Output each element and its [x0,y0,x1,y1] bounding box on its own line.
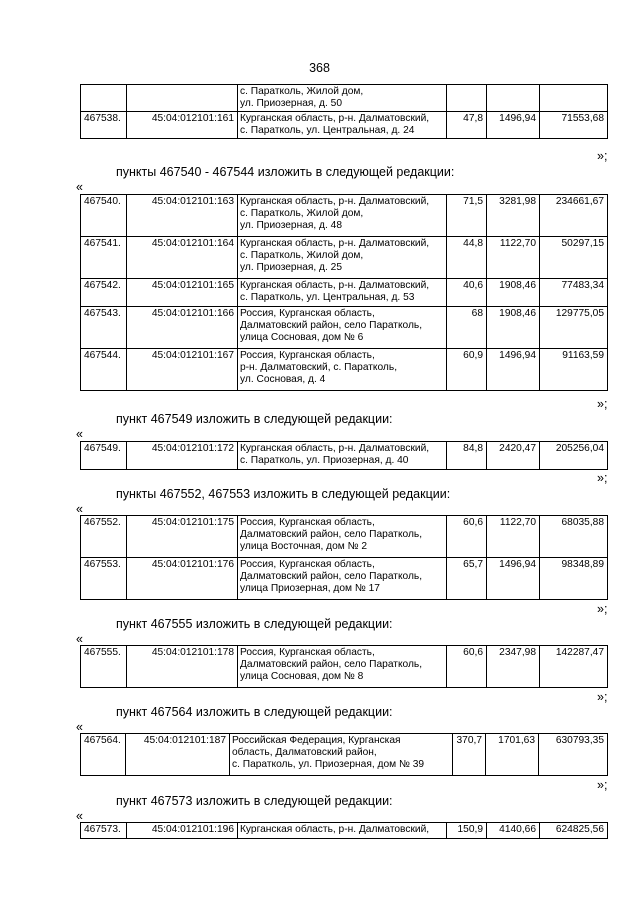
cell-value: 71553,68 [540,112,608,139]
cell-num: 467538. [81,112,127,139]
open-quote-5: « [76,720,83,734]
address-line: с. Паратколь, Жилой дом, [240,250,364,261]
address-line: область, Далматовский район, [232,747,377,758]
cell-price: 3281,98 [487,195,540,237]
table-row [81,237,608,279]
open-quote-4: « [76,632,83,646]
address-line: Россия, Курганская область, [240,647,375,658]
cell-price: 1908,46 [487,307,540,349]
cell-code: 45:04:012101:175 [127,516,238,558]
cell-area: 60,6 [447,646,487,688]
cell-area: 65,7 [447,558,487,600]
cell-addr [238,516,447,558]
cell-value [540,85,608,112]
cell-num: 467543. [81,307,127,349]
cell-value: 630793,35 [539,734,608,776]
cell-area: 60,6 [447,516,487,558]
cell-value: 91163,59 [540,349,608,391]
cell-area [447,85,487,112]
cell-code: 45:04:012101:167 [127,349,238,391]
cell-addr [238,349,447,391]
address-line: с. Паратколь, Жилой дом, [240,208,364,219]
table-row [81,516,608,558]
address-line: ул. Сосновая, д. 4 [240,374,326,385]
cell-num: 467541. [81,237,127,279]
close-quote-5: »; [597,690,608,704]
table-row [81,195,608,237]
address-line: Далматовский район, село Паратколь, [240,571,423,582]
cell-area: 370,7 [453,734,486,776]
cell-area: 60,9 [447,349,487,391]
cell-num: 467552. [81,516,127,558]
address-line: с. Паратколь, ул. Приозерная, д. 40 [240,455,409,466]
cell-code: 45:04:012101:196 [127,823,238,839]
cell-addr [238,237,447,279]
cell-value: 234661,67 [540,195,608,237]
address-line: Курганская область, р-н. Далматовский, [240,196,430,207]
cell-addr [238,279,447,307]
close-quote-4: »; [597,602,608,616]
address-line: Курганская область, р-н. Далматовский, [240,443,430,454]
cell-code: 45:04:012101:166 [127,307,238,349]
close-quote-2: »; [597,397,608,411]
address-line: Курганская область, р-н. Далматовский, [240,824,430,835]
cell-area: 150,9 [447,823,487,839]
cell-num: 467555. [81,646,127,688]
paragraph-2: пункт 467549 изложить в следующей редакции: [116,412,393,426]
address-line: Курганская область, р-н. Далматовский, [240,238,430,249]
cell-price: 1908,46 [487,279,540,307]
table-6 [80,822,608,839]
cell-code [127,85,238,112]
cell-num [81,85,127,112]
open-quote-6: « [76,809,83,823]
address-line: ул. Приозерная, д. 25 [240,262,342,273]
address-line: улица Приозерная, дом № 17 [240,583,380,594]
cell-value: 205256,04 [540,442,608,470]
table-row [81,85,608,112]
table-row [81,307,608,349]
address-line: с. Паратколь, ул. Центральная, д. 53 [240,292,415,303]
cell-value: 624825,56 [540,823,608,839]
cell-area: 71,5 [447,195,487,237]
cell-addr [238,558,447,600]
table-row [81,112,608,139]
cell-area: 44,8 [447,237,487,279]
cell-code: 45:04:012101:165 [127,279,238,307]
table-row [81,558,608,600]
cell-num: 467573. [81,823,127,839]
address-line: Россия, Курганская область, [240,517,375,528]
address-line: улица Восточная, дом № 2 [240,541,368,552]
cell-value: 142287,47 [540,646,608,688]
table-row [81,279,608,307]
cell-num: 467553. [81,558,127,600]
address-line: с. Паратколь, Жилой дом, [240,86,364,97]
table-3 [80,515,608,600]
cell-num: 467549. [81,442,127,470]
address-line: Россия, Курганская область, [240,350,375,361]
cell-code: 45:04:012101:164 [127,237,238,279]
table-5 [80,733,608,776]
address-line: Далматовский район, село Паратколь, [240,320,423,331]
address-line: Далматовский район, село Паратколь, [240,659,423,670]
address-line: ул. Приозерная, д. 48 [240,220,342,231]
table-row [81,734,608,776]
open-quote-1: « [76,180,83,194]
cell-num: 467540. [81,195,127,237]
cell-area: 47,8 [447,112,487,139]
address-line: Россия, Курганская область, [240,559,375,570]
cell-addr [238,823,447,839]
cell-code: 45:04:012101:187 [126,734,230,776]
address-line: с. Паратколь, ул. Центральная, д. 24 [240,125,415,136]
cell-price: 4140,66 [487,823,540,839]
close-quote-6: »; [597,778,608,792]
paragraph-5: пункт 467564 изложить в следующей редакции: [116,705,393,719]
cell-num: 467564. [81,734,126,776]
table-row [81,823,608,839]
table-row [81,442,608,470]
cell-num: 467544. [81,349,127,391]
cell-num: 467542. [81,279,127,307]
address-line: Далматовский район, село Паратколь, [240,529,423,540]
address-line: ул. Приозерная, д. 50 [240,98,342,109]
cell-price: 1122,70 [487,516,540,558]
cell-price: 1496,94 [487,349,540,391]
cell-area: 68 [447,307,487,349]
cell-addr [238,112,447,139]
cell-value: 98348,89 [540,558,608,600]
cell-area: 40,6 [447,279,487,307]
cell-addr [238,195,447,237]
paragraph-6: пункт 467573 изложить в следующей редакции: [116,794,393,808]
address-line: улица Сосновая, дом № 6 [240,332,364,343]
table-row [81,349,608,391]
cell-code: 45:04:012101:161 [127,112,238,139]
cell-addr [238,307,447,349]
address-line: Российская Федерация, Курганская [232,735,401,746]
open-quote-3: « [76,502,83,516]
cell-addr [238,442,447,470]
cell-price: 1122,70 [487,237,540,279]
table-4 [80,645,608,688]
cell-value: 77483,34 [540,279,608,307]
cell-value: 68035,88 [540,516,608,558]
cell-area: 84,8 [447,442,487,470]
cell-addr [238,646,447,688]
table-2 [80,441,608,470]
paragraph-3: пункты 467552, 467553 изложить в следующей редакции: [116,487,451,501]
address-line: с. Паратколь, ул. Приозерная, дом № 39 [232,759,425,770]
cell-value: 50297,15 [540,237,608,279]
close-quote-1: »; [597,149,608,163]
cell-addr [230,734,453,776]
open-quote-2: « [76,427,83,441]
page-number: 368 [309,61,330,75]
paragraph-1: пункты 467540 - 467544 изложить в следующей редакции: [116,165,455,179]
cell-value: 129775,05 [540,307,608,349]
table-row [81,646,608,688]
close-quote-3: »; [597,471,608,485]
cell-code: 45:04:012101:172 [127,442,238,470]
address-line: Курганская область, р-н. Далматовский, [240,113,430,124]
table-1 [80,194,608,391]
cell-code: 45:04:012101:163 [127,195,238,237]
paragraph-4: пункт 467555 изложить в следующей редакции: [116,617,393,631]
cell-price: 2420,47 [487,442,540,470]
cell-price [487,85,540,112]
address-line: Россия, Курганская область, [240,308,375,319]
cell-price: 1496,94 [487,112,540,139]
address-line: улица Сосновая, дом № 8 [240,671,364,682]
cell-price: 2347,98 [487,646,540,688]
cell-code: 45:04:012101:178 [127,646,238,688]
address-line: Курганская область, р-н. Далматовский, [240,280,430,291]
cell-addr [238,85,447,112]
table-0 [80,84,608,139]
cell-price: 1701,63 [486,734,539,776]
cell-code: 45:04:012101:176 [127,558,238,600]
cell-price: 1496,94 [487,558,540,600]
address-line: р-н. Далматовский, с. Паратколь, [240,362,398,373]
